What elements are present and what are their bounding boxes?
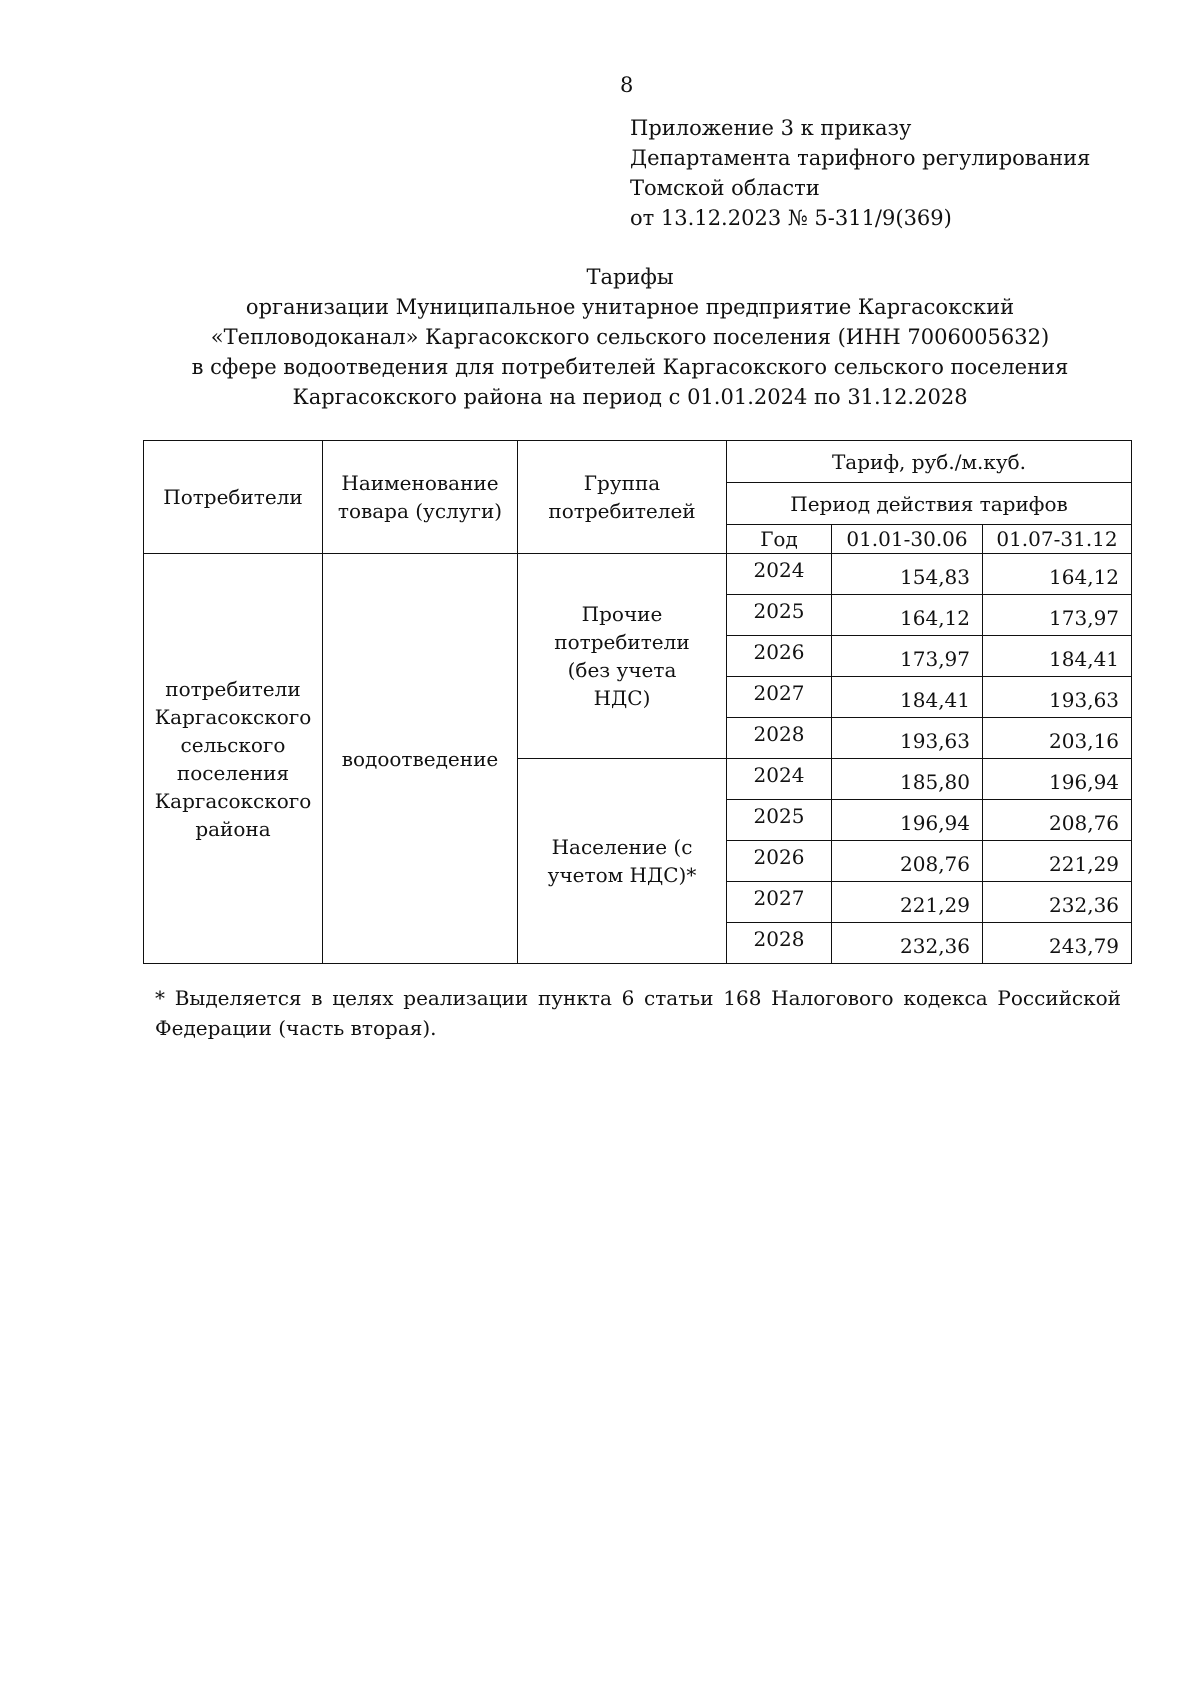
tariff-half1-cell: 185,80 [832,759,983,800]
consumers-cell: потребители Каргасокского сельского поселения Каргасокского района [144,554,323,964]
tariff-half1-cell: 193,63 [832,718,983,759]
tariff-half2-cell: 232,36 [983,882,1132,923]
table-row [144,554,1132,595]
year-cell: 2024 [727,759,832,800]
year-cell: 2028 [727,718,832,759]
year-cell: 2026 [727,841,832,882]
tariff-half2-cell: 164,12 [983,554,1132,595]
appendix-line: Томской области [630,176,820,200]
tariff-half1-cell: 164,12 [832,595,983,636]
group-cell: Население (с учетом НДС)* [518,759,727,964]
year-cell: 2024 [727,554,832,595]
year-cell: 2028 [727,923,832,964]
service-cell: водоотведение [323,554,518,964]
tariff-half1-cell: 184,41 [832,677,983,718]
appendix-line: Приложение 3 к приказу [630,116,912,140]
document-title [100,262,1160,412]
appendix-line: Департамента тарифного регулирования [630,146,1091,170]
tariff-half2-cell: 184,41 [983,636,1132,677]
page-number: 8 [620,73,634,97]
tariff-half2-cell: 196,94 [983,759,1132,800]
footnote: * Выделяется в целях реализации пункта 6 статьи 168 Налогового кодекса Российской Федерации (часть вторая). [155,986,1121,1040]
tariff-half1-cell: 208,76 [832,841,983,882]
title-line: в сфере водоотведения для потребителей Каргасокского сельского поселения [191,355,1069,379]
tariff-half2-cell: 243,79 [983,923,1132,964]
tariff-half2-cell: 221,29 [983,841,1132,882]
group-cell: Прочие потребители (без учета НДС) [518,554,727,759]
tariff-half2-cell: 173,97 [983,595,1132,636]
header-group: Группа потребителей [518,441,727,554]
year-cell: 2026 [727,636,832,677]
tariff-half2-cell: 193,63 [983,677,1132,718]
tariff-half2-cell: 208,76 [983,800,1132,841]
header-service-name: Наименование товара (услуги) [323,441,518,554]
title-line: Каргасокского района на период с 01.01.2024 по 31.12.2028 [292,385,968,409]
header-half1: 01.01-30.06 [832,525,983,554]
year-cell: 2027 [727,677,832,718]
year-cell: 2027 [727,882,832,923]
year-cell: 2025 [727,595,832,636]
tariff-half2-cell: 203,16 [983,718,1132,759]
header-period: Период действия тарифов [727,483,1132,525]
tariff-half1-cell: 221,29 [832,882,983,923]
header-tariff: Тариф, руб./м.куб. [727,441,1132,483]
tariff-half1-cell: 232,36 [832,923,983,964]
header-consumers: Потребители [144,441,323,554]
tariff-half1-cell: 196,94 [832,800,983,841]
tariff-half1-cell: 154,83 [832,554,983,595]
title-line: «Тепловодоканал» Каргасокского сельского поселения (ИНН 7006005632) [210,325,1050,349]
appendix-line: от 13.12.2023 № 5-311/9(369) [630,206,952,230]
tariff-table [143,440,1132,964]
tariff-half1-cell: 173,97 [832,636,983,677]
header-year: Год [727,525,832,554]
title-line: Тарифы [586,265,674,289]
year-cell: 2025 [727,800,832,841]
header-half2: 01.07-31.12 [983,525,1132,554]
title-line: организации Муниципальное унитарное предприятие Каргасокский [245,295,1015,319]
appendix-block [630,113,1090,233]
